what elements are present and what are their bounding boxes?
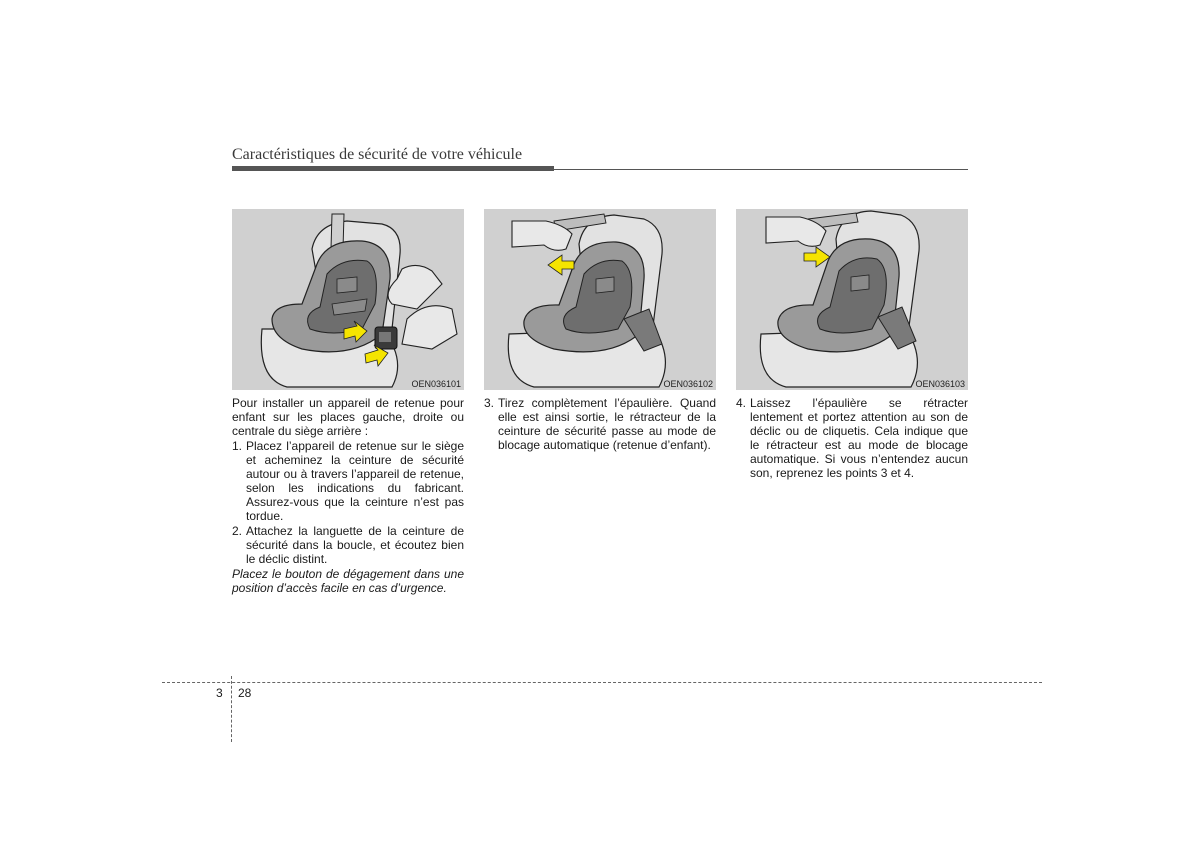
figure-1 — [232, 209, 464, 390]
footer-rule — [162, 682, 1042, 683]
list-item — [484, 396, 716, 452]
intro-paragraph: Pour installer un appareil de retenue pour enfant sur les places gauche, droite ou centrale du siège arrière : — [232, 396, 464, 438]
figure-code: OEN036101 — [411, 379, 461, 389]
item-number: 1. — [232, 439, 243, 453]
header-rule — [232, 169, 968, 170]
child-seat-buckle-illustration — [232, 209, 464, 390]
page-number: 28 — [238, 686, 252, 700]
item-number: 2. — [232, 524, 243, 538]
figure-code: OEN036103 — [915, 379, 965, 389]
shoulder-belt-retract-illustration — [736, 209, 968, 390]
list-item — [232, 524, 464, 566]
section-title: Caractéristiques de sécurité de votre véhicule — [232, 146, 523, 163]
item-number: 3. — [484, 396, 495, 410]
item-text: Tirez complètement l’épaulière. Quand elle est ainsi sortie, le rétracteur de la ceinture de sécurité passe au mode de blocage automatique (retenue d’enfant). — [498, 396, 716, 452]
column-3-text — [736, 396, 968, 480]
chapter-number: 3 — [216, 686, 223, 700]
item-text: Laissez l’épaulière se rétracter lentement et portez attention au son de déclic ou de cliquetis. Cela indique que le rétracteur est au mode de blocage automatique. Si vous n’entendez aucun son, reprenez les points 3 et 4. — [750, 396, 968, 480]
footer-divider — [231, 676, 232, 742]
shoulder-belt-pull-illustration — [484, 209, 716, 390]
figure-3 — [736, 209, 968, 390]
item-text: Attachez la languette de la ceinture de sécurité dans la boucle, et écoutez bien le déclic distint. — [246, 524, 464, 566]
column-1-text — [232, 396, 464, 595]
item-text: Placez l’appareil de retenue sur le siège et acheminez la ceinture de sécurité autour ou à travers l’appareil de retenue, selon les indications du fabricant. Assurez-vous que la ceinture n’est pas tordue. — [246, 439, 464, 523]
figure-2 — [484, 209, 716, 390]
item-number: 4. — [736, 396, 747, 410]
list-item — [232, 439, 464, 523]
column-2-text — [484, 396, 716, 452]
figure-code: OEN036102 — [663, 379, 713, 389]
list-item — [736, 396, 968, 480]
italic-note: Placez le bouton de dégagement dans une position d’accès facile en cas d’urgence. — [232, 567, 464, 595]
